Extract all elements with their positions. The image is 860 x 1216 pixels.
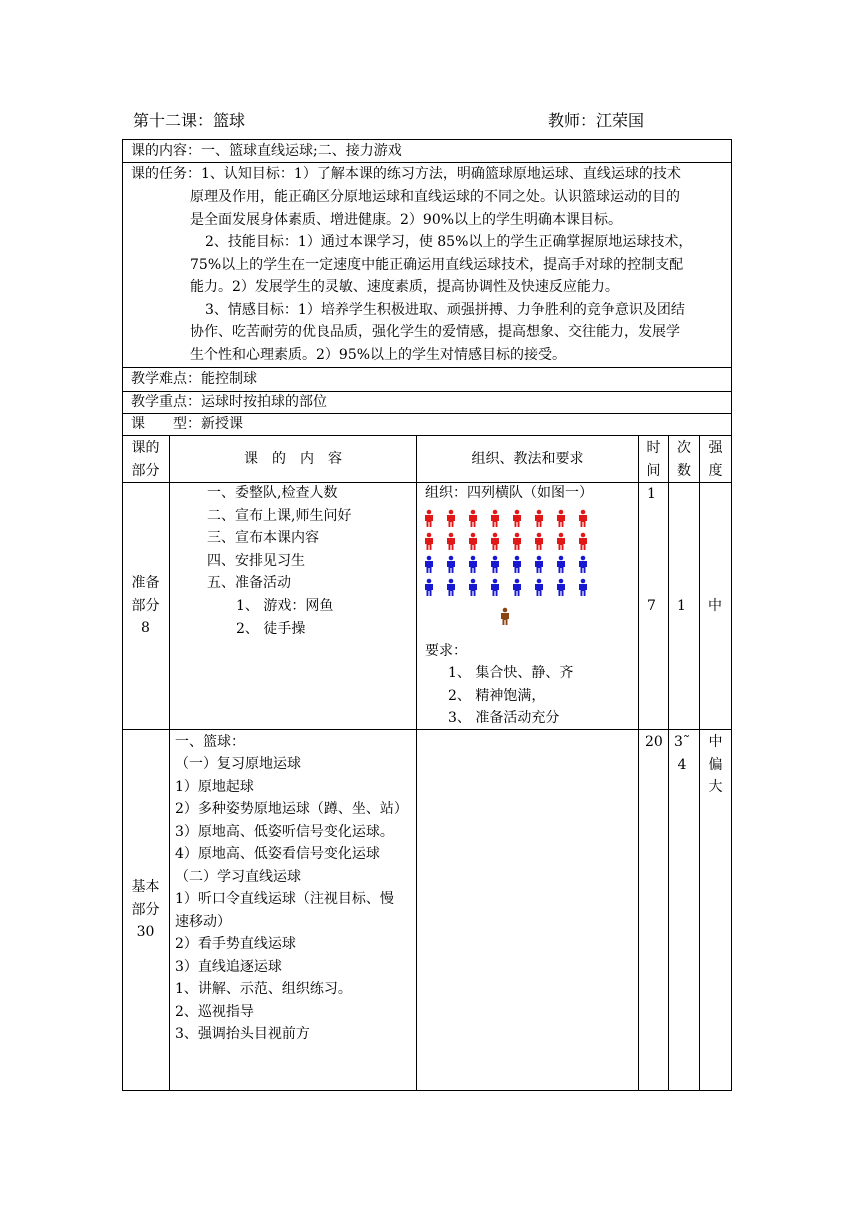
- student-figure: [425, 533, 433, 550]
- header-intensity: 强 度: [708, 440, 723, 479]
- basic-item: （二）学习直线运球: [175, 869, 301, 885]
- task3-line2: 协作、吃苦耐劳的优良品质，强化学生的爱情感，提高想象、交往能力，发展学: [190, 324, 680, 340]
- header-method: 组织、教法和要求: [471, 451, 584, 467]
- student-figure: [469, 533, 477, 550]
- prep-item: 2、 徒手操: [236, 621, 306, 637]
- lesson-title: 第十二课：篮球: [133, 111, 246, 130]
- basic-item: 2）多种姿势原地运球（蹲、坐、站）: [175, 801, 408, 817]
- prep-time: 7: [647, 598, 656, 614]
- task2-line2: 75%以上的学生在一定速度中能正确运用直线运球技术，提高手对球的控制支配: [190, 257, 684, 273]
- basic-part: 基本 部分 30: [131, 879, 160, 940]
- task2-line1: 2、技能目标：1）通过本课学习，使 85%以上的学生正确掌握原地运球技术，: [205, 234, 693, 250]
- prep-time-start: 1: [647, 486, 656, 502]
- student-figure: [535, 579, 543, 596]
- prep-item: 二、宣布上课,师生问好: [207, 508, 352, 524]
- teaching-difficulty: 教学难点：能控制球: [131, 371, 257, 387]
- student-figure: [579, 579, 587, 596]
- task3-line3: 生个性和心理素质。2）95%以上的学生对情感目标的接受。: [190, 347, 567, 363]
- basic-item: 3、强调抬头目视前方: [175, 1026, 310, 1042]
- student-figure: [535, 533, 543, 550]
- prep-item: 五、准备活动: [207, 575, 291, 591]
- lesson-header: [133, 108, 693, 132]
- student-figure: [513, 533, 521, 550]
- task1-line1: 1、认知目标：1）了解本课的练习方法，明确篮球原地运球、直线运球的技术: [201, 166, 681, 182]
- lesson-content: 课的内容：一、篮球直线运球;二、接力游戏: [131, 143, 402, 159]
- task2-line3: 能力。2）发展学生的灵敏、速度素质，提高协调性及快速反应能力。: [190, 279, 619, 295]
- basic-item: 3）直线追逐运球: [175, 959, 282, 975]
- header-content: 课 的 内 容: [244, 451, 342, 467]
- task1-line2: 原理及作用，能正确区分原地运球和直线运球的不同之处。认识篮球运动的目的: [190, 189, 680, 205]
- student-figure: [535, 556, 543, 573]
- student-figure: [447, 510, 455, 527]
- basic-time: 20: [645, 734, 663, 750]
- basic-item: 1）听口令直线运球（注视目标、慢: [175, 891, 394, 907]
- student-figure: [513, 510, 521, 527]
- basic-item: 1、讲解、示范、组织练习。: [175, 981, 352, 997]
- requirement-item: 3、 准备活动充分: [448, 710, 560, 726]
- header-time: 时 间: [646, 440, 661, 479]
- student-figure: [491, 579, 499, 596]
- basic-count: 3˜ 4: [674, 734, 690, 773]
- student-figure: [557, 556, 565, 573]
- student-figure: [469, 579, 477, 596]
- student-figure: [557, 579, 565, 596]
- prep-count: 1: [677, 598, 686, 614]
- tasks-label: 课的任务：: [131, 166, 201, 182]
- prep-part: 准备 部分 8: [131, 575, 160, 636]
- basic-item: 3）原地高、低姿听信号变化运球。: [175, 824, 394, 840]
- header-part: 课的 部分: [131, 440, 160, 479]
- basic-item: 一、篮球：: [175, 734, 245, 750]
- prep-intensity: 中: [708, 598, 722, 614]
- task1-line3: 是全面发展身体素质、增进健康。2）90%以上的学生明确本课目标。: [190, 212, 623, 228]
- prep-item: 1、 游戏：网鱼: [236, 598, 334, 614]
- requirement-item: 1、 集合快、静、齐: [448, 665, 574, 681]
- student-figure: [579, 533, 587, 550]
- student-figure: [535, 510, 543, 527]
- student-figure: [425, 579, 433, 596]
- student-figure: [513, 556, 521, 573]
- student-figure: [491, 510, 499, 527]
- basic-item: 速移动）: [175, 914, 231, 930]
- table-right-border: [731, 139, 732, 1090]
- student-figure: [513, 579, 521, 596]
- basic-item: 2）看手势直线运球: [175, 936, 296, 952]
- student-figure: [491, 533, 499, 550]
- student-figure: [425, 510, 433, 527]
- requirement-item: 2、 精神饱满，: [448, 688, 546, 704]
- header-count: 次 数: [677, 440, 691, 479]
- task3-line1: 3、情感目标：1）培养学生积极进取、顽强拼搏、力争胜利的竞争意识及团结: [205, 302, 685, 318]
- student-figure: [579, 556, 587, 573]
- student-figure: [491, 556, 499, 573]
- student-figure: [579, 510, 587, 527]
- lesson-type: 课 型：新授课: [131, 416, 243, 432]
- student-figure: [557, 533, 565, 550]
- prep-item: 三、宣布本课内容: [207, 530, 319, 546]
- student-figure: [469, 510, 477, 527]
- prep-organization: 组织：四列横队（如图一）: [425, 485, 593, 501]
- prep-item: 四、安排见习生: [207, 553, 305, 569]
- student-figure: [447, 533, 455, 550]
- formation-diagram: [420, 508, 600, 633]
- student-figure: [447, 579, 455, 596]
- basic-intensity: 中 偏 大: [708, 734, 723, 795]
- requirements-label: 要求：: [425, 643, 467, 659]
- teacher-figure: [501, 608, 509, 625]
- teaching-key-point: 教学重点：运球时按拍球的部位: [131, 394, 327, 410]
- student-figure: [557, 510, 565, 527]
- basic-item: 4）原地高、低姿看信号变化运球: [175, 846, 380, 862]
- basic-item: 2、巡视指导: [175, 1004, 254, 1020]
- student-figure: [469, 556, 477, 573]
- table-bottom-border: [122, 1090, 732, 1091]
- student-figure: [425, 556, 433, 573]
- basic-item: （一）复习原地运球: [175, 756, 301, 772]
- student-figure: [447, 556, 455, 573]
- prep-item: 一、委整队,检查人数: [207, 485, 338, 501]
- basic-item: 1）原地起球: [175, 779, 254, 795]
- teacher-name: 教师：江荣国: [548, 111, 645, 130]
